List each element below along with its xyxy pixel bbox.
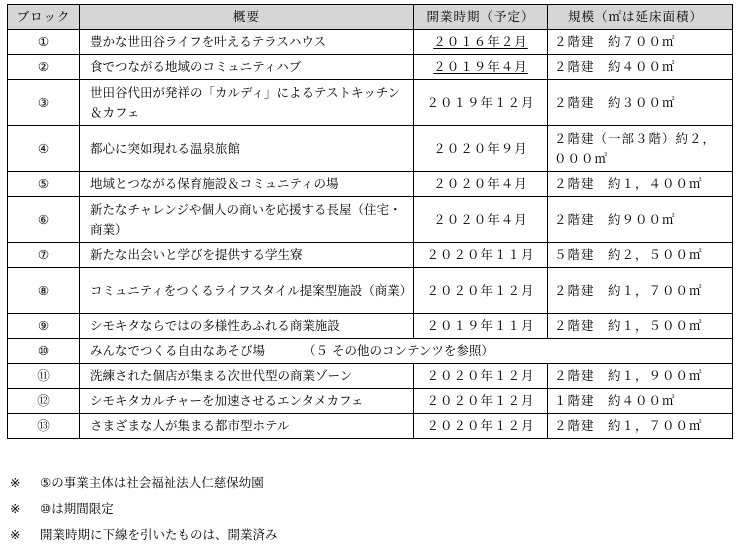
table-row <box>8 80 733 126</box>
summary-cell: 新たな出会いと学びを提供する学生寮 <box>80 243 414 268</box>
footnote <box>10 522 278 548</box>
header-scale: 規模（㎡は延床面積） <box>548 5 733 30</box>
scale-cell: ２階建 約１，９００㎡ <box>548 364 733 389</box>
facility-table <box>7 4 733 439</box>
table-row <box>8 339 733 364</box>
facility-table-container <box>7 4 733 439</box>
summary-text: みんなでつくる自由なあそび場 <box>90 343 266 358</box>
scale-cell: ２階建 約４００㎡ <box>548 55 733 80</box>
summary-cell: 世田谷代田が発祥の「カルディ」によるテストキッチン＆カフェ <box>80 80 414 126</box>
opening-cell: ２０２０年１２月 <box>414 389 548 414</box>
opening-cell: ２０１９年１１月 <box>414 314 548 339</box>
reference-mark: ※ <box>10 527 21 542</box>
scale-cell: ２階建 約１，７００㎡ <box>548 414 733 439</box>
header-opening: 開業時期（予定） <box>414 5 548 30</box>
opening-date-opened: ２０１６年２月 <box>433 34 528 49</box>
block-number: ③ <box>8 80 80 126</box>
block-number: ⑪ <box>8 364 80 389</box>
block-number: ⑨ <box>8 314 80 339</box>
summary-cell: コミュニティをつくるライフスタイル提案型施設（商業） <box>80 268 414 314</box>
summary-cell: 地域とつながる保育施設＆コミュニティの場 <box>80 172 414 197</box>
block-number: ① <box>8 30 80 55</box>
reference-mark: ※ <box>10 501 21 516</box>
table-row <box>8 364 733 389</box>
table-row <box>8 389 733 414</box>
opening-cell: ２０２０年１２月 <box>414 268 548 314</box>
opening-cell <box>414 55 548 80</box>
table-row <box>8 55 733 80</box>
header-block: ブロック <box>8 5 80 30</box>
summary-cell-merged <box>80 339 733 364</box>
opening-cell: ２０２０年９月 <box>414 126 548 172</box>
summary-cell: シモキタならではの多様性あふれる商業施設 <box>80 314 414 339</box>
table-row <box>8 126 733 172</box>
summary-cell: シモキタカルチャーを加速させるエンタメカフェ <box>80 389 414 414</box>
table-row <box>8 243 733 268</box>
footnote-text: 開業時期に下線を引いたものは、開業済み <box>40 527 278 542</box>
opening-cell: ２０２０年１２月 <box>414 414 548 439</box>
footnote-text: ⑤の事業主体は社会福祉法人仁慈保幼園 <box>40 475 264 490</box>
scale-cell: ２階建 約９００㎡ <box>548 197 733 243</box>
see-other-content-note: （５ その他のコンテンツを参照） <box>303 343 494 358</box>
table-row <box>8 314 733 339</box>
summary-cell: 洗練された個店が集まる次世代型の商業ゾーン <box>80 364 414 389</box>
footnote <box>10 470 278 496</box>
scale-cell: ２階建 約７００㎡ <box>548 30 733 55</box>
block-number: ⑤ <box>8 172 80 197</box>
opening-cell: ２０２０年１２月 <box>414 364 548 389</box>
block-number: ⑧ <box>8 268 80 314</box>
table-row <box>8 197 733 243</box>
footnote-text: ⑩は期間限定 <box>40 501 114 516</box>
scale-cell: ２階建 約１，４００㎡ <box>548 172 733 197</box>
table-row <box>8 414 733 439</box>
opening-cell: ２０２０年４月 <box>414 172 548 197</box>
scale-cell: ２階建 約３００㎡ <box>548 80 733 126</box>
opening-cell: ２０２０年１１月 <box>414 243 548 268</box>
block-number: ⑫ <box>8 389 80 414</box>
table-header-row <box>8 5 733 30</box>
block-number: ② <box>8 55 80 80</box>
summary-cell: 豊かな世田谷ライフを叶えるテラスハウス <box>80 30 414 55</box>
opening-cell <box>414 30 548 55</box>
opening-cell: ２０１９年１２月 <box>414 80 548 126</box>
summary-cell: 都心に突如現れる温泉旅館 <box>80 126 414 172</box>
footnote <box>10 496 278 522</box>
summary-cell: 新たなチャレンジや個人の商いを応援する長屋（住宅・商業） <box>80 197 414 243</box>
opening-date-opened: ２０１９年４月 <box>433 59 528 74</box>
opening-cell: ２０２０年４月 <box>414 197 548 243</box>
block-number: ⑩ <box>8 339 80 364</box>
block-number: ⑥ <box>8 197 80 243</box>
reference-mark: ※ <box>10 475 21 490</box>
header-summary: 概要 <box>80 5 414 30</box>
scale-cell: １階建 約４００㎡ <box>548 389 733 414</box>
block-number: ⑦ <box>8 243 80 268</box>
footnotes <box>10 470 278 548</box>
summary-cell: 食でつながる地域のコミュニティハブ <box>80 55 414 80</box>
block-number: ④ <box>8 126 80 172</box>
summary-cell: さまざまな人が集まる都市型ホテル <box>80 414 414 439</box>
scale-cell: ２階建（一部３階）約２，０００㎡ <box>548 126 733 172</box>
scale-cell: ２階建 約１，７００㎡ <box>548 268 733 314</box>
table-row <box>8 30 733 55</box>
table-row <box>8 268 733 314</box>
scale-cell: ２階建 約１，５００㎡ <box>548 314 733 339</box>
table-row <box>8 172 733 197</box>
block-number: ⑬ <box>8 414 80 439</box>
scale-cell: ５階建 約２，５００㎡ <box>548 243 733 268</box>
